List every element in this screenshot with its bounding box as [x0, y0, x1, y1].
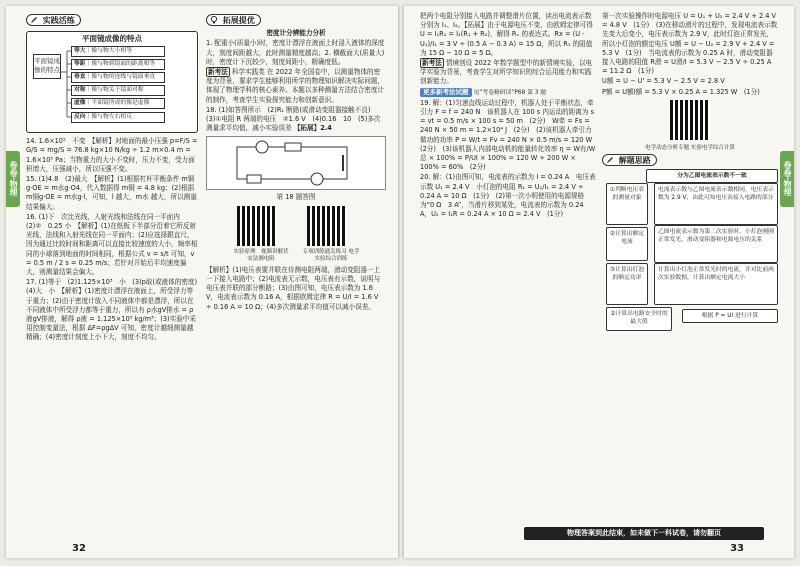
right-column-1	[420, 12, 599, 220]
mindmap-item: 对称｜像与物关于镜面对称	[71, 85, 165, 96]
extension-section-header	[206, 14, 261, 26]
power-line: P额 = U额I额 = 5.3 V × 0.25 A = 1.325 W (1分)	[602, 87, 760, 96]
left-column-2	[206, 12, 386, 313]
qr-block-2[interactable]	[301, 206, 361, 263]
formula-line: U额 = U − U' = 5.3 V − 2.5 V = 2.8 V	[602, 77, 725, 86]
extension-section-title: 拓展提优	[222, 16, 255, 25]
qr-block-1[interactable]	[231, 206, 291, 263]
figure-caption: 第 18 题答图	[276, 193, 316, 202]
mindmap-item: 反向｜像与物左右相反	[71, 112, 165, 123]
answer-19: 19. 解：(1)匀速直线运动过程中，机器人处于平衡状态，牵引力 F = f = 240 N 该机器人在 100 s 内运动的距离为 s = vt = 0.5 m/s × 100 s = 50 m (2分) W牵 = Fs = 240 N × 50 m = 1.2×10⁴ J (2分) (2)该机器人牵引力做功的功率 P = W/t = Fv = 240 N × 0.5 m/s = 120 W (2分) (3)该机器人内部电动机的能量转化效率 η = W有/W总 × 100% = P/UI × 100% = 120 W ÷ 200 W × 100% = 60% (2分)	[420, 98, 599, 172]
answer-18-extension-tag: 【拓展】2.4	[293, 124, 332, 133]
new-method-tag: 新考法	[208, 68, 228, 77]
circuit-figure	[206, 136, 386, 190]
mindmap-item: 虚像｜平面镜所成的像是虚像	[71, 98, 165, 109]
answer-20-continued: 第一次实验操作时电源电压 U = U₁ + U₂ = 2.4 V + 2.4 V = 4.8 V (1分) (3)在移动滑片的过程中，发现电流表示数先变大后变小，电压表示数为 2.9 V，此时灯泡正常发光，所以小灯泡的额定电压 U额 = U − U₂ = 2.9 V + 2.4 V = 5.3 V (1分) 当电流表的示数为 0.25 A 时，滑动变阻器接入电路的阻值 R滑 = U滑/I = 5.3 V − 2.5 V ÷ 0.25 A = 11.2 Ω (1分)	[602, 12, 778, 76]
answer-14: 14. 1.6×10⁵ 不变 【解析】对地面的最小压强 p=F/S = G/S = mg/S = 76.8 kg×10 N/kg ÷ 1.2 m×0.4 m = 1.6×10⁵ Pa；当物重力的大小不变时，压力不变，受力面积增大，压强减小，所以压强不变。	[26, 137, 198, 173]
qr-code[interactable]	[670, 100, 710, 140]
qr-code[interactable]	[307, 206, 347, 246]
new-method-text: 科学实践类 在 2022 年全国卷中，以测量物体的密度为背景，要求学生能够利用所学的物理知识解决实际问题，体现了物理学科的核心素养。本题以多种测量方法结合密度计的制作，考查学生实验探究能力和创新意识。	[206, 68, 385, 104]
flow-right-step: 电流表示数与乙图电流表示数相同，电压表示数为 2.9 V，由此可知电压表接入电路的部分	[654, 183, 778, 225]
answer-18-detail: 【解析】(1)电压表要并联在待测电阻两端，滑动变阻器一上一下接入电路中；(2)电流表无示数，电压表有示数，说明与电压表并联的部分断路；(3)由图可知，电压表示数为 1.6 V，电流表示数为 0.16 A，根据欧姆定律 R = U/I = 1.6 V ÷ 0.16 A = 10 Ω；(4)多次测量求平均值可以减小误差。	[206, 265, 381, 311]
circuit-diagram	[207, 137, 385, 189]
extension-intro: 密度计分辨能力分析	[266, 29, 326, 38]
page-number-left: 32	[72, 543, 86, 554]
flow-bottom-right: 根据 P = UI 进行计算	[682, 309, 778, 323]
pencil-icon	[606, 156, 614, 164]
mindmap-item: 等距｜像与物到镜面的距离相等	[71, 59, 165, 70]
mindmap-item: 等大｜像与物大小相等	[71, 46, 165, 57]
new-method-text: 情境创设 2022 年数学题型中的新情境实验，以电学实验为背景，考查学生对所学知识的综合运用能力和实践创新能力。	[420, 59, 593, 86]
answer-20: 20. 解：(1)由图可知，电流表的示数为 I = 0.24 A 电压表示数 U₁ = 2.4 V 小灯泡的电阻 R₁ = U₁/I₁ = 2.4 V ÷ 0.24 A = 10 Ω (1分) (2)第一次小明使用的电源规格为“0 Ω 3 A”，当滑片移到某处，电流表的示数为 0.24 A，U₂ = I₁R = 0.24 A × 10 Ω = 2.4 V (1分)	[420, 173, 596, 219]
left-column-1	[26, 12, 204, 344]
solution-section-title: 解题思路	[618, 156, 651, 166]
flow-right-step: 乙图电流表示数为第二次实验时，小灯泡刚刚正常发光，滑动变阻器和电源电压的关系	[654, 225, 778, 263]
answer-15: 15. (1)4.8 (2)最大 【解析】(1)根据杠杆平衡条件 m铜g·OE = m水g·O4，代入数据得 m铜 = 4.8 kg；(2)根据 m铜g·OE = m水g·l，可知，l 越大，m水 越大，所以测量结果偏大。	[26, 175, 197, 211]
flow-title: 分为乙图电流表示数不一致	[646, 169, 778, 183]
mindmap-title: 平面镜成像的特点	[82, 34, 142, 44]
right-subject-tab: 卷卷·物理	[780, 151, 794, 207]
page-number-right: 33	[730, 543, 744, 554]
mindmap	[26, 31, 198, 133]
mindmap-root: 平面镜成像的特点	[33, 54, 61, 78]
answer-16: 16. (1)下 次比光线，入射光线和法线在同一平面内 (2)② 0.25 小 【解析】(1)在纸板下半部分沿着它所反射光线，法线和入射光线在同一平面内；(2)应选择跟直尺，因为通过比较时间和距离可以直接比较速度的大小，频率相同的小球落到地面的时间相同，根据公式 v = s/t 可知，v = 0.5 m / 2 s = 0.25 m/s；若针对开始后平均速度偏大，则测量结果会偏大。	[26, 212, 198, 277]
new-method-tag: 新考法	[422, 59, 442, 68]
qr-code[interactable]	[237, 206, 277, 246]
solution-section-header	[602, 154, 657, 166]
more-tests-link[interactable]: 见“考卷精研读”P68 第 3 题	[473, 89, 547, 96]
flow-left-step: ③计算出灯泡的额定功率	[606, 263, 648, 305]
practice-section-header	[26, 14, 81, 26]
answer-17: 17. (1)等于 (2)1.125×10³ 小 (3)p取(或液体的密度) (4)大 小 【解析】(1)密度计漂浮在液面上，所受浮力等于重力；(2)由于密度计放入不同液体中都是漂浮，所以在不同液体中所受浮力都等于重力，所以有 ρ水gV排水 = ρ液gV排液，解得 ρ液 = 1.125×10³ kg/m³；(3)实验中采用控制变量法，根据 ΔF=ρgΔV 可知，密度计越细测量越精确；(4)密度计刻度上小下大，刻度不均匀。	[26, 278, 204, 342]
left-page	[6, 6, 398, 558]
qr-caption: 电学动态分析专题 实验电学综合计算	[645, 145, 735, 152]
right-page	[404, 6, 794, 558]
qr-caption: 实验原理 视频讲解伏安法测电阻	[233, 248, 289, 262]
lightbulb-icon	[210, 16, 218, 24]
flow-left-step: ②计算出额定电流	[606, 227, 648, 261]
more-tests-tag: 更多新考法试题	[420, 88, 472, 97]
more-tests-line[interactable]	[420, 88, 596, 98]
new-method-paragraph-2	[420, 59, 596, 87]
qr-codes	[206, 206, 386, 263]
extension-body: 1. 配重小(质量小)时，密度计漂浮在液面上时浸入液体的深度大，刻度间距越大，此时测量精度越高；2. 横截面大(质量大)时，密度计下沉较少，刻度间距小，精确度低。	[206, 39, 385, 66]
pencil-icon	[30, 16, 38, 24]
flow-right-step: 计算出小灯泡正常发光时的电流，并对比前两次实验数据，计算出额定电流大小	[654, 263, 778, 305]
qr-block-3[interactable]	[602, 98, 778, 152]
new-method-paragraph	[206, 68, 386, 105]
left-subject-tab: 卷卷·物理	[6, 151, 20, 207]
flow-bottom-left: ②计算出电路安全时的最大值	[606, 307, 672, 331]
answer-18-continued: 把两个电阻分别接入电路并调整滑片位置，读出电流表示数分别为 I₁、I₂。【拓展】由于电源电压不变，由欧姆定律可得 U = I₁R₁ = I₂(R₁ + R₂)，解得 Rₓ 的表达式。Rx = (U - U₁)/I₁ = 3 V ÷ (0.5 A − 0.3 A) = 15 Ω，所以 R₁ 的阻值为 15 Ω − 10 Ω = 5 Ω。	[420, 12, 593, 57]
end-of-answers-banner: 物理答案到此结束，如未做下一科试卷，请勿翻页	[524, 527, 764, 540]
flow-left-step: ①判断电压表的测量对象	[606, 183, 648, 225]
right-column-2	[602, 12, 778, 329]
qr-caption: 专项训练通关练习 电学实验综合训练	[302, 248, 360, 262]
mindmap-item: 垂直｜像与物的连线与镜面垂直	[71, 72, 165, 83]
practice-section-title: 实践活练	[42, 16, 75, 25]
answer-18-head: 18. (1)如答图所示 (2)R₁ 断路(或滑动变阻器接触不良) (3)①电阻 R 两端的电压 ②1.6 V (4)0.16 10 (5)多次测量求平均值，减小实验误差 【拓展】2.4	[206, 105, 381, 133]
solution-flowchart	[602, 169, 778, 329]
